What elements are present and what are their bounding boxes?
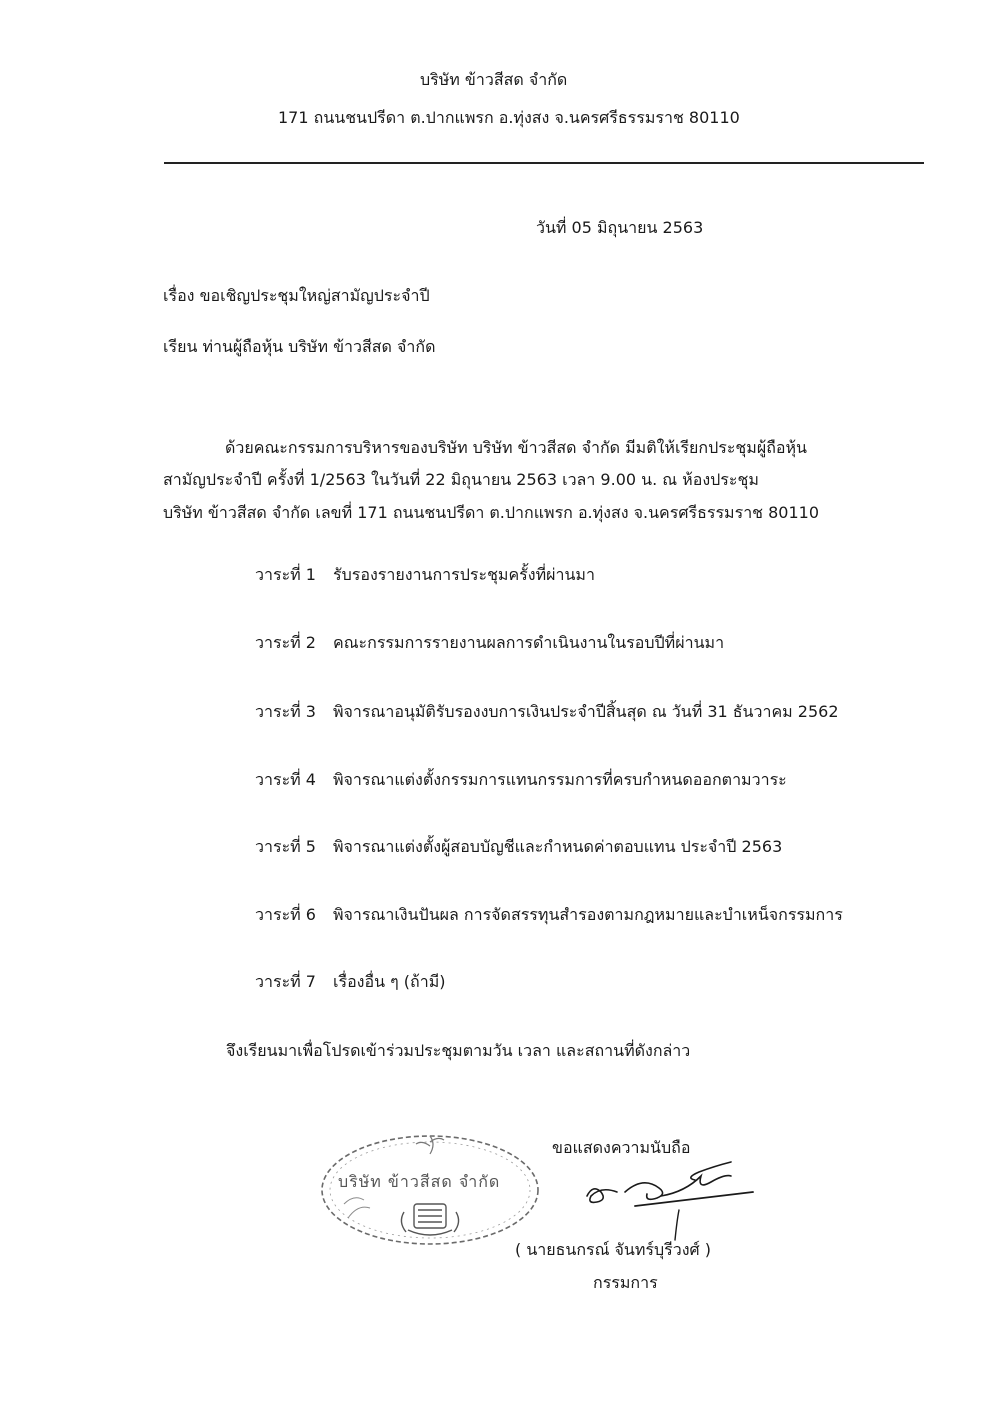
- agenda-label: วาระที่ 7: [255, 972, 316, 991]
- regards-line: ขอแสดงความนับถือ: [552, 1138, 691, 1157]
- closing-sentence: จึงเรียนมาเพื่อโปรดเข้าร่วมประชุมตามวัน เวลา และสถานที่ดังกล่าว: [226, 1041, 691, 1060]
- body-paragraph-line-1: ด้วยคณะกรรมการบริหารของบริษัท บริษัท ข้าวสีสด จำกัด มีมติให้เรียกประชุมผู้ถือหุ้น: [225, 438, 807, 457]
- seal-text: บริษัท ข้าวสีสด จำกัด: [338, 1172, 501, 1191]
- header-divider: [164, 162, 924, 164]
- agenda-label: วาระที่ 1: [255, 565, 316, 584]
- company-seal-stamp: [318, 1128, 543, 1246]
- agenda-item: [255, 905, 843, 925]
- agenda-text: เรื่องอื่น ๆ (ถ้ามี): [333, 972, 446, 991]
- agenda-item: [255, 565, 595, 585]
- agenda-text: พิจารณาเงินปันผล การจัดสรรทุนสำรองตามกฎหมายและบำเหน็จกรรมการ: [333, 905, 843, 924]
- agenda-item: [255, 633, 724, 653]
- agenda-label: วาระที่ 6: [255, 905, 316, 924]
- agenda-text: พิจารณาแต่งตั้งกรรมการแทนกรรมการที่ครบกำหนดออกตามวาระ: [333, 770, 787, 789]
- letter-date: วันที่ 05 มิถุนายน 2563: [536, 218, 704, 237]
- agenda-label: วาระที่ 2: [255, 633, 316, 652]
- company-address: 171 ถนนชนปรีดา ต.ปากแพรก อ.ทุ่งสง จ.นครศรีธรรมราช 80110: [278, 108, 740, 127]
- agenda-item: [255, 770, 787, 790]
- agenda-item: [255, 837, 782, 857]
- agenda-item: [255, 702, 839, 722]
- agenda-text: พิจารณาแต่งตั้งผู้สอบบัญชีและกำหนดค่าตอบแทน ประจำปี 2563: [333, 837, 783, 856]
- agenda-label: วาระที่ 3: [255, 702, 316, 721]
- letter-recipient: เรียน ท่านผู้ถือหุ้น บริษัท ข้าวสีสด จำกัด: [163, 337, 436, 356]
- body-paragraph-line-3: บริษัท ข้าวสีสด จำกัด เลขที่ 171 ถนนชนปรีดา ต.ปากแพรก อ.ทุ่งสง จ.นครศรีธรรมราช 80110: [163, 503, 820, 522]
- handwritten-signature-icon: [575, 1150, 760, 1245]
- letter-subject: เรื่อง ขอเชิญประชุมใหญ่สามัญประจำปี: [163, 286, 430, 305]
- signatory-title: กรรมการ: [593, 1273, 658, 1292]
- company-name: บริษัท ข้าวสีสด จำกัด: [420, 70, 568, 89]
- agenda-item: [255, 972, 446, 992]
- agenda-text: พิจารณาอนุมัติรับรองงบการเงินประจำปีสิ้นสุด ณ วันที่ 31 ธันวาคม 2562: [333, 702, 839, 721]
- agenda-text: คณะกรรมการรายงานผลการดำเนินงานในรอบปีที่ผ่านมา: [333, 633, 725, 652]
- agenda-text: รับรองรายงานการประชุมครั้งที่ผ่านมา: [333, 565, 595, 584]
- body-paragraph-line-2: สามัญประจำปี ครั้งที่ 1/2563 ในวันที่ 22 มิถุนายน 2563 เวลา 9.00 น. ณ ห้องประชุม: [163, 470, 759, 489]
- signatory-name: ( นายธนกรณ์ จันทร์บุรีวงศ์ ): [515, 1240, 712, 1259]
- agenda-label: วาระที่ 5: [255, 837, 316, 856]
- agenda-label: วาระที่ 4: [255, 770, 316, 789]
